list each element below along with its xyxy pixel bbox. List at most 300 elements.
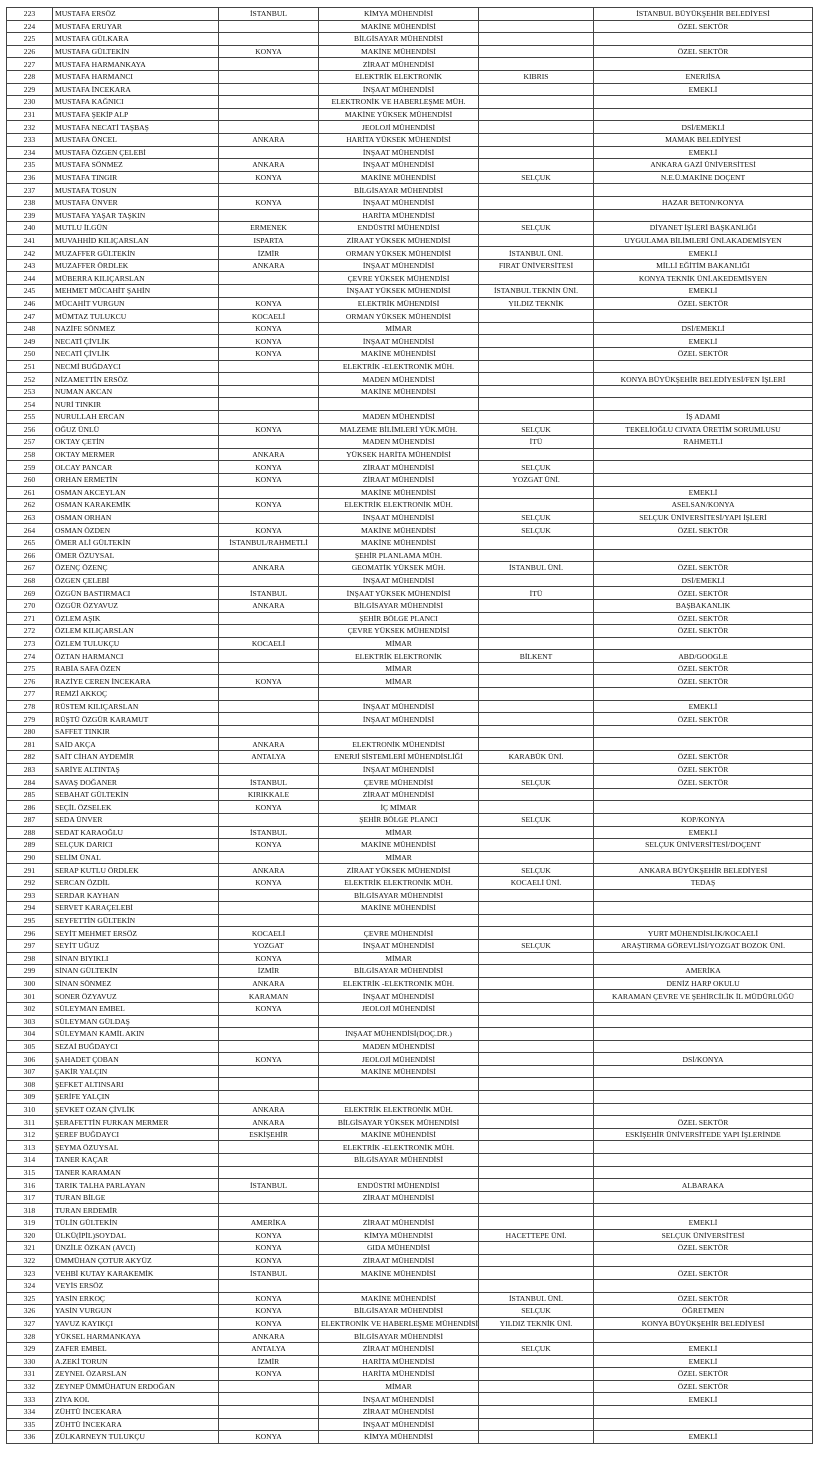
university-cell: [479, 146, 594, 159]
university-cell: [479, 914, 594, 927]
university-cell: [479, 1431, 594, 1444]
member-name-cell: ÖZTAN HARMANCI: [53, 650, 219, 663]
table-row: [7, 587, 813, 600]
row-number-cell: 291: [7, 864, 53, 877]
university-cell: İSTANBUL ÜNİ.: [479, 562, 594, 575]
workplace-cell: BAŞBAKANLIK: [594, 599, 813, 612]
profession-cell: ENERJİ SİSTEMLERİ MÜHENDİSLİĞİ: [319, 751, 479, 764]
university-cell: [479, 851, 594, 864]
workplace-cell: [594, 801, 813, 814]
profession-cell: MAKİNE MÜHENDİSİ: [319, 486, 479, 499]
workplace-cell: [594, 549, 813, 562]
city-cell: KOCAELİ: [219, 927, 319, 940]
member-name-cell: ÖZGÜN BASTIRMACI: [53, 587, 219, 600]
row-number-cell: 294: [7, 902, 53, 915]
member-name-cell: SAFFET TINKIR: [53, 725, 219, 738]
city-cell: [219, 121, 319, 134]
workplace-cell: [594, 889, 813, 902]
university-cell: [479, 1179, 594, 1192]
university-cell: [479, 965, 594, 978]
workplace-cell: [594, 1330, 813, 1343]
workplace-cell: DİYANET İŞLERİ BAŞKANLIĞI: [594, 222, 813, 235]
university-cell: [479, 839, 594, 852]
university-cell: [479, 763, 594, 776]
city-cell: [219, 1380, 319, 1393]
workplace-cell: EMEKLİ: [594, 1342, 813, 1355]
row-number-cell: 322: [7, 1254, 53, 1267]
university-cell: [479, 1028, 594, 1041]
row-number-cell: 267: [7, 562, 53, 575]
row-number-cell: 249: [7, 335, 53, 348]
university-cell: [479, 1154, 594, 1167]
table-row: [7, 1065, 813, 1078]
profession-cell: MAKİNE YÜKSEK MÜHENDİSİ: [319, 108, 479, 121]
profession-cell: [319, 1166, 479, 1179]
member-name-cell: REMZİ AKKOÇ: [53, 688, 219, 701]
row-number-cell: 229: [7, 83, 53, 96]
workplace-cell: ÖZEL SEKTÖR: [594, 297, 813, 310]
profession-cell: İNŞAAT MÜHENDİSİ(DOÇ.DR.): [319, 1028, 479, 1041]
profession-cell: ENDÜSTRİ MÜHENDİSİ: [319, 222, 479, 235]
university-cell: KOCAELİ ÜNİ.: [479, 876, 594, 889]
city-cell: KONYA: [219, 952, 319, 965]
profession-cell: ZİRAAT MÜHENDİSİ: [319, 58, 479, 71]
university-cell: [479, 1065, 594, 1078]
row-number-cell: 288: [7, 826, 53, 839]
university-cell: [479, 826, 594, 839]
row-number-cell: 252: [7, 373, 53, 386]
workplace-cell: [594, 398, 813, 411]
university-cell: [479, 1078, 594, 1091]
table-row: [7, 1380, 813, 1393]
profession-cell: BİLGİSAYAR MÜHENDİSİ: [319, 889, 479, 902]
member-name-cell: SARİYE ALTINTAŞ: [53, 763, 219, 776]
profession-cell: MAKİNE MÜHENDİSİ: [319, 1065, 479, 1078]
profession-cell: ELEKTRİK -ELEKTRONİK MÜH.: [319, 1141, 479, 1154]
city-cell: [219, 373, 319, 386]
table-row: [7, 524, 813, 537]
table-row: [7, 914, 813, 927]
table-row: [7, 864, 813, 877]
member-name-cell: MUSTAFA ÜNVER: [53, 196, 219, 209]
table-row: [7, 876, 813, 889]
table-row: [7, 461, 813, 474]
city-cell: ERMENEK: [219, 222, 319, 235]
table-row: [7, 1179, 813, 1192]
member-name-cell: ÜLKÜ(İPİL)SOYDAL: [53, 1229, 219, 1242]
member-name-cell: SAİD AKÇA: [53, 738, 219, 751]
university-cell: [479, 738, 594, 751]
member-name-cell: TURAN BİLGE: [53, 1191, 219, 1204]
city-cell: KONYA: [219, 876, 319, 889]
profession-cell: MADEN MÜHENDİSİ: [319, 373, 479, 386]
table-row: [7, 196, 813, 209]
profession-cell: ORMAN YÜKSEK MÜHENDİSİ: [319, 310, 479, 323]
member-name-cell: SEDAT KARAOĞLU: [53, 826, 219, 839]
workplace-cell: EMEKLİ: [594, 1431, 813, 1444]
member-name-cell: NURİ TINKIR: [53, 398, 219, 411]
profession-cell: [319, 1204, 479, 1217]
member-name-cell: ZİYA KOL: [53, 1393, 219, 1406]
city-cell: [219, 1141, 319, 1154]
university-cell: [479, 1116, 594, 1129]
profession-cell: MAKİNE MÜHENDİSİ: [319, 348, 479, 361]
university-cell: [479, 335, 594, 348]
member-name-cell: RÜSTEM KILIÇARSLAN: [53, 700, 219, 713]
city-cell: KONYA: [219, 1292, 319, 1305]
table-row: [7, 1292, 813, 1305]
university-cell: YILDIZ TEKNİK: [479, 297, 594, 310]
table-row: [7, 1116, 813, 1129]
city-cell: KONYA: [219, 196, 319, 209]
workplace-cell: [594, 448, 813, 461]
city-cell: YOZGAT: [219, 939, 319, 952]
profession-cell: MAKİNE MÜHENDİSİ: [319, 20, 479, 33]
workplace-cell: [594, 385, 813, 398]
row-number-cell: 319: [7, 1217, 53, 1230]
member-name-cell: MUSTAFA TOSUN: [53, 184, 219, 197]
workplace-cell: MİLLİ EĞİTİM BAKANLIĞI: [594, 259, 813, 272]
profession-cell: MAKİNE MÜHENDİSİ: [319, 385, 479, 398]
profession-cell: ELEKTRİK ELEKTRONİK MÜH.: [319, 1103, 479, 1116]
table-row: [7, 58, 813, 71]
city-cell: KONYA: [219, 322, 319, 335]
member-name-cell: MUSTAFA GÜLTEKİN: [53, 45, 219, 58]
workplace-cell: [594, 1254, 813, 1267]
profession-cell: BİLGİSAYAR MÜHENDİSİ: [319, 1330, 479, 1343]
member-name-cell: SERVET KARAÇELEBİ: [53, 902, 219, 915]
university-cell: [479, 1254, 594, 1267]
university-cell: [479, 788, 594, 801]
table-row: [7, 650, 813, 663]
profession-cell: ŞEHİR BÖLGE PLANCI: [319, 814, 479, 827]
row-number-cell: 279: [7, 713, 53, 726]
member-name-cell: SEYFETTİN GÜLTEKİN: [53, 914, 219, 927]
row-number-cell: 257: [7, 436, 53, 449]
table-row: [7, 1405, 813, 1418]
profession-cell: BİLGİSAYAR MÜHENDİSİ: [319, 184, 479, 197]
profession-cell: İNŞAAT MÜHENDİSİ: [319, 700, 479, 713]
university-cell: [479, 625, 594, 638]
member-name-cell: ZÜHTÜ İNCEKARA: [53, 1405, 219, 1418]
table-row: [7, 133, 813, 146]
workplace-cell: ÖZEL SEKTÖR: [594, 562, 813, 575]
table-row: [7, 801, 813, 814]
university-cell: KIBRIS: [479, 70, 594, 83]
profession-cell: BİLGİSAYAR MÜHENDİSİ: [319, 33, 479, 46]
table-row: [7, 751, 813, 764]
member-name-cell: MUZAFFER GÜLTEKİN: [53, 247, 219, 260]
city-cell: [219, 574, 319, 587]
workplace-cell: SELÇUK ÜNİVERSİTESİ/DOÇENT: [594, 839, 813, 852]
workplace-cell: ALBARAKA: [594, 1179, 813, 1192]
profession-cell: İNŞAAT YÜKSEK MÜHENDİSİ: [319, 285, 479, 298]
table-row: [7, 83, 813, 96]
city-cell: [219, 1040, 319, 1053]
workplace-cell: ÖZEL SEKTÖR: [594, 1116, 813, 1129]
row-number-cell: 244: [7, 272, 53, 285]
university-cell: [479, 411, 594, 424]
profession-cell: MADEN MÜHENDİSİ: [319, 411, 479, 424]
member-name-cell: MUSTAFA NECATİ TAŞBAŞ: [53, 121, 219, 134]
workplace-cell: [594, 310, 813, 323]
city-cell: KONYA: [219, 839, 319, 852]
row-number-cell: 329: [7, 1342, 53, 1355]
university-cell: [479, 448, 594, 461]
university-cell: [479, 599, 594, 612]
table-row: [7, 574, 813, 587]
member-name-cell: OKTAY MERMER: [53, 448, 219, 461]
member-name-cell: SAVAŞ DOĞANER: [53, 776, 219, 789]
table-row: [7, 272, 813, 285]
profession-cell: [319, 688, 479, 701]
university-cell: [479, 184, 594, 197]
member-name-cell: SEYİT UĞUZ: [53, 939, 219, 952]
table-row: [7, 1078, 813, 1091]
row-number-cell: 234: [7, 146, 53, 159]
table-row: [7, 1229, 813, 1242]
profession-cell: İNŞAAT MÜHENDİSİ: [319, 574, 479, 587]
profession-cell: ELEKTRİK ELEKTRONİK MÜH.: [319, 499, 479, 512]
university-cell: KARABÜK ÜNİ.: [479, 751, 594, 764]
member-name-cell: NECMİ BUĞDAYCI: [53, 360, 219, 373]
workplace-cell: ÖZEL SEKTÖR: [594, 763, 813, 776]
university-cell: [479, 536, 594, 549]
city-cell: [219, 549, 319, 562]
profession-cell: İNŞAAT MÜHENDİSİ: [319, 763, 479, 776]
city-cell: [219, 700, 319, 713]
row-number-cell: 243: [7, 259, 53, 272]
workplace-cell: [594, 461, 813, 474]
university-cell: SELÇUK: [479, 222, 594, 235]
table-row: [7, 1393, 813, 1406]
city-cell: İSTANBUL/RAHMETLİ: [219, 536, 319, 549]
row-number-cell: 333: [7, 1393, 53, 1406]
workplace-cell: RAHMETLİ: [594, 436, 813, 449]
university-cell: [479, 45, 594, 58]
table-row: [7, 763, 813, 776]
table-row: [7, 322, 813, 335]
university-cell: SELÇUK: [479, 776, 594, 789]
university-cell: [479, 713, 594, 726]
profession-cell: ELEKTRİK MÜHENDİSİ: [319, 297, 479, 310]
profession-cell: İNŞAAT MÜHENDİSİ: [319, 335, 479, 348]
city-cell: [219, 146, 319, 159]
member-name-cell: SEÇİL ÖZSELEK: [53, 801, 219, 814]
workplace-cell: [594, 1028, 813, 1041]
city-cell: [219, 1028, 319, 1041]
member-name-cell: ZEYNEL ÖZARSLAN: [53, 1368, 219, 1381]
workplace-cell: EMEKLİ: [594, 1217, 813, 1230]
member-name-cell: YAVUZ KAYIKÇI: [53, 1317, 219, 1330]
member-name-cell: MUSTAFA ŞEKİP ALP: [53, 108, 219, 121]
row-number-cell: 251: [7, 360, 53, 373]
workplace-cell: MAMAK BELEDİYESİ: [594, 133, 813, 146]
profession-cell: MAKİNE MÜHENDİSİ: [319, 1292, 479, 1305]
workplace-cell: [594, 851, 813, 864]
table-row: [7, 1166, 813, 1179]
profession-cell: [319, 1279, 479, 1292]
university-cell: [479, 1380, 594, 1393]
university-cell: YILDIZ TEKNİK ÜNİ.: [479, 1317, 594, 1330]
row-number-cell: 266: [7, 549, 53, 562]
university-cell: [479, 1166, 594, 1179]
row-number-cell: 270: [7, 599, 53, 612]
university-cell: [479, 1204, 594, 1217]
university-cell: [479, 322, 594, 335]
row-number-cell: 295: [7, 914, 53, 927]
workplace-cell: HAZAR BETON/KONYA: [594, 196, 813, 209]
workplace-cell: EMEKLİ: [594, 1393, 813, 1406]
university-cell: [479, 902, 594, 915]
university-cell: İTÜ: [479, 587, 594, 600]
row-number-cell: 286: [7, 801, 53, 814]
workplace-cell: ÖZEL SEKTÖR: [594, 713, 813, 726]
table-row: [7, 373, 813, 386]
row-number-cell: 227: [7, 58, 53, 71]
city-cell: [219, 209, 319, 222]
table-row: [7, 939, 813, 952]
member-name-cell: NECATİ ÇİVLİK: [53, 335, 219, 348]
member-name-cell: SİNAN BIYIKLI: [53, 952, 219, 965]
university-cell: [479, 108, 594, 121]
profession-cell: ELEKTRİK ELEKTRONİK MÜH.: [319, 876, 479, 889]
university-cell: [479, 725, 594, 738]
profession-cell: İNŞAAT MÜHENDİSİ: [319, 159, 479, 172]
university-cell: [479, 612, 594, 625]
table-row: [7, 259, 813, 272]
profession-cell: İNŞAAT MÜHENDİSİ: [319, 259, 479, 272]
profession-cell: JEOLOJİ MÜHENDİSİ: [319, 1053, 479, 1066]
profession-cell: MAKİNE MÜHENDİSİ: [319, 839, 479, 852]
row-number-cell: 250: [7, 348, 53, 361]
profession-cell: HARİTA MÜHENDİSİ: [319, 209, 479, 222]
workplace-cell: [594, 1191, 813, 1204]
row-number-cell: 240: [7, 222, 53, 235]
workplace-cell: [594, 473, 813, 486]
table-row: [7, 335, 813, 348]
profession-cell: İNŞAAT MÜHENDİSİ: [319, 939, 479, 952]
workplace-cell: ASELSAN/KONYA: [594, 499, 813, 512]
table-row: [7, 499, 813, 512]
workplace-cell: [594, 1204, 813, 1217]
profession-cell: İNŞAAT YÜKSEK MÜHENDİSİ: [319, 587, 479, 600]
table-row: [7, 1317, 813, 1330]
table-row: [7, 562, 813, 575]
member-name-cell: MÜBERRA KILIÇARSLAN: [53, 272, 219, 285]
row-number-cell: 298: [7, 952, 53, 965]
table-row: [7, 725, 813, 738]
workplace-cell: [594, 788, 813, 801]
city-cell: [219, 83, 319, 96]
table-row: [7, 20, 813, 33]
city-cell: KONYA: [219, 801, 319, 814]
workplace-cell: N.E.Ü.MAKİNE DOÇENT: [594, 171, 813, 184]
table-row: [7, 1028, 813, 1041]
table-row: [7, 70, 813, 83]
member-name-cell: ÖZGÜR ÖZYAVUZ: [53, 599, 219, 612]
city-cell: KONYA: [219, 1431, 319, 1444]
member-name-cell: SAİT CİHAN AYDEMİR: [53, 751, 219, 764]
profession-cell: ZİRAAT YÜKSEK MÜHENDİSİ: [319, 234, 479, 247]
member-name-cell: MUSTAFA ÖNCEL: [53, 133, 219, 146]
workplace-cell: ÖĞRETMEN: [594, 1305, 813, 1318]
row-number-cell: 325: [7, 1292, 53, 1305]
profession-cell: ÇEVRE YÜKSEK MÜHENDİSİ: [319, 625, 479, 638]
workplace-cell: ÖZEL SEKTÖR: [594, 348, 813, 361]
city-cell: [219, 108, 319, 121]
workplace-cell: [594, 738, 813, 751]
workplace-cell: [594, 33, 813, 46]
member-name-cell: MUSTAFA HARMANCI: [53, 70, 219, 83]
profession-cell: BİLGİSAYAR MÜHENDİSİ: [319, 1305, 479, 1318]
row-number-cell: 242: [7, 247, 53, 260]
university-cell: SELÇUK: [479, 171, 594, 184]
city-cell: KONYA: [219, 335, 319, 348]
university-cell: [479, 1393, 594, 1406]
table-row: [7, 448, 813, 461]
profession-cell: ELEKTRİK -ELEKTRONİK MÜH.: [319, 977, 479, 990]
table-row: [7, 1279, 813, 1292]
table-row: [7, 297, 813, 310]
table-row: [7, 688, 813, 701]
university-cell: [479, 486, 594, 499]
row-number-cell: 276: [7, 675, 53, 688]
city-cell: KONYA: [219, 1242, 319, 1255]
university-cell: [479, 121, 594, 134]
workplace-cell: DSİ/EMEKLİ: [594, 322, 813, 335]
workplace-cell: [594, 952, 813, 965]
workplace-cell: ÖZEL SEKTÖR: [594, 45, 813, 58]
university-cell: [479, 8, 594, 21]
profession-cell: ŞEHİR BÖLGE PLANCI: [319, 612, 479, 625]
row-number-cell: 316: [7, 1179, 53, 1192]
table-row: [7, 411, 813, 424]
profession-cell: ELEKTRİK -ELEKTRONİK MÜH.: [319, 360, 479, 373]
workplace-cell: [594, 1040, 813, 1053]
member-name-cell: A.ZEKİ TORUN: [53, 1355, 219, 1368]
city-cell: [219, 688, 319, 701]
profession-cell: MAKİNE MÜHENDİSİ: [319, 1128, 479, 1141]
row-number-cell: 247: [7, 310, 53, 323]
workplace-cell: ÖZEL SEKTÖR: [594, 524, 813, 537]
city-cell: İSTANBUL: [219, 1267, 319, 1280]
workplace-cell: ANKARA GAZİ ÜNİVERSİTESİ: [594, 159, 813, 172]
university-cell: [479, 1002, 594, 1015]
university-cell: [479, 549, 594, 562]
workplace-cell: [594, 725, 813, 738]
member-name-cell: ŞAKİR YALÇIN: [53, 1065, 219, 1078]
workplace-cell: [594, 1103, 813, 1116]
table-row: [7, 398, 813, 411]
workplace-cell: UYGULAMA BİLİMLERİ ÜNİ.AKADEMİSYEN: [594, 234, 813, 247]
row-number-cell: 271: [7, 612, 53, 625]
city-cell: İSTANBUL: [219, 587, 319, 600]
row-number-cell: 301: [7, 990, 53, 1003]
city-cell: [219, 914, 319, 927]
row-number-cell: 297: [7, 939, 53, 952]
row-number-cell: 225: [7, 33, 53, 46]
university-cell: İSTANBUL ÜNİ.: [479, 247, 594, 260]
workplace-cell: [594, 1405, 813, 1418]
workplace-cell: [594, 1279, 813, 1292]
city-cell: KOCAELİ: [219, 310, 319, 323]
member-name-cell: ŞEVKET OZAN ÇİVLİK: [53, 1103, 219, 1116]
profession-cell: ÇEVRE MÜHENDİSİ: [319, 776, 479, 789]
university-cell: [479, 952, 594, 965]
member-name-cell: SEYİT MEHMET ERSÖZ: [53, 927, 219, 940]
member-name-cell: ÜNZİLE ÖZKAN (AVCI): [53, 1242, 219, 1255]
